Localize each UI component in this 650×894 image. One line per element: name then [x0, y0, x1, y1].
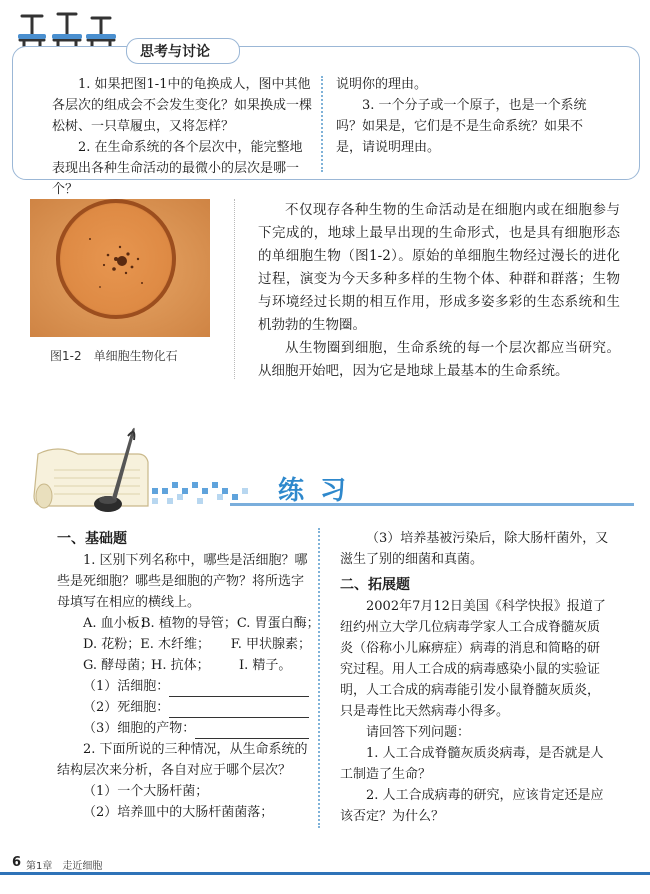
- exercise-right-column: [340, 528, 612, 827]
- body-paragraph-2: 从生物圈到细胞，生命系统的每一个层次都应当研究。从细胞开始吧，因为它是地球上最基本的生命系统。: [258, 340, 620, 379]
- exercise-divider: [318, 528, 320, 828]
- q2-item-3: （3）培养基被污染后，除大肠杆菌外，又滋生了别的细菌和真菌。: [340, 531, 609, 567]
- exercise-left-column: [57, 528, 320, 823]
- option-e: E. 木纤维；: [140, 637, 210, 652]
- options-row: [57, 634, 311, 655]
- fill-line: [57, 697, 311, 718]
- chapter-label: 第1章 走近细胞: [26, 861, 103, 872]
- fill-blank-product[interactable]: [195, 718, 309, 739]
- option-d: D. 花粉；: [83, 637, 141, 652]
- figure-separator: [234, 199, 235, 379]
- page-number: 6: [12, 855, 22, 870]
- extension-section-heading: 二、拓展题: [340, 577, 410, 593]
- discussion-q2: 2. 在生命系统的各个层次中，能完整地表现出各种生命活动的最微小的层次是哪一个？: [52, 140, 303, 197]
- fill-label-living: （1）活细胞：: [83, 679, 170, 694]
- fill-blank-living[interactable]: [169, 676, 309, 697]
- exercise-scroll-quill-icon: [28, 424, 258, 522]
- option-c: C. 胃蛋白酶；: [236, 616, 320, 631]
- discussion-right-column: [336, 74, 606, 158]
- basic-section-heading: 一、基础题: [57, 531, 127, 547]
- extension-question-1: 1. 人工合成脊髓灰质炎病毒，是否就是人工制造了生命？: [340, 746, 604, 782]
- option-f: F. 甲状腺素；: [230, 637, 311, 652]
- discussion-q3: 3. 一个分子或一个原子，也是一个系统吗？如果是，它们是不是生命系统？如果不是，请说明理由。: [336, 98, 587, 155]
- extension-paragraph: 2002年7月12日美国《科学快报》报道了纽约州立大学几位病毒学家人工合成脊髓灰质炎（俗称小儿麻痹症）病毒的消息和简略的研究过程。用人工合成的病毒感染小鼠的实验证明，人工合成的病毒能引发小鼠脊髓灰质炎，只是毒性比天然病毒小得多。: [340, 599, 606, 719]
- body-text: [258, 199, 620, 383]
- option-i: I. 精子。: [239, 658, 292, 673]
- options-row: [57, 613, 320, 634]
- q2-item-2: （2）培养皿中的大肠杆菌菌落；: [83, 805, 274, 820]
- fill-blank-dead[interactable]: [169, 697, 309, 718]
- basic-question-2: 2. 下面所说的三种情况，从生命系统的结构层次来分析，各自对应于哪个层次？: [57, 742, 308, 778]
- figure-caption: 图1-2 单细胞生物化石: [50, 349, 178, 363]
- fill-line: [57, 676, 311, 697]
- discussion-q1: 1. 如果把图1-1中的龟换成人，图中其他各层次的组成会不会发生变化？如果换成一棵松树、一只草履虫，又将怎样？: [52, 77, 313, 134]
- fill-label-dead: （2）死细胞：: [83, 700, 170, 715]
- option-b: B. 植物的导管；: [141, 616, 237, 631]
- discussion-title: 思考与讨论: [140, 44, 210, 60]
- options-row: [57, 655, 311, 676]
- extension-question-2: 2. 人工合成病毒的研究，应该肯定还是应该否定？为什么？: [340, 788, 604, 824]
- option-a: A. 血小板；: [83, 616, 153, 631]
- discussion-divider: [321, 76, 323, 172]
- single-cell-fossil-image: [30, 199, 210, 337]
- q2-item-1: （1）一个大肠杆菌；: [83, 784, 209, 799]
- fill-label-product: （3）细胞的产物：: [83, 721, 196, 736]
- discussion-left-column: [52, 74, 314, 200]
- discussion-q2-continued: 说明你的理由。: [336, 77, 428, 92]
- extension-prompt: 请回答下列问题：: [366, 725, 471, 740]
- fill-line: [57, 718, 311, 739]
- basic-question-1: 1. 区别下列名称中，哪些是活细胞？哪些是死细胞？哪些是细胞的产物？将所选字母填写在相应的横线上。: [57, 553, 308, 610]
- option-h: H. 抗体；: [151, 658, 210, 673]
- body-paragraph-1: 不仅现存各种生物的生命活动是在细胞内或在细胞参与下完成的，地球上最早出现的生命形式，也是具有细胞形态的单细胞生物（图1-2）。原始的单细胞生物经过漫长的进化过程，演变为今天多种多样的生物个体、种群和群落；生物与环境经过长期的相互作用，形成多姿多彩的生态系统和生机勃勃的生物圈。: [258, 202, 620, 333]
- option-g: G. 酵母菌；: [83, 658, 154, 673]
- footer-line: [0, 872, 650, 875]
- exercise-title: 练习: [278, 476, 363, 506]
